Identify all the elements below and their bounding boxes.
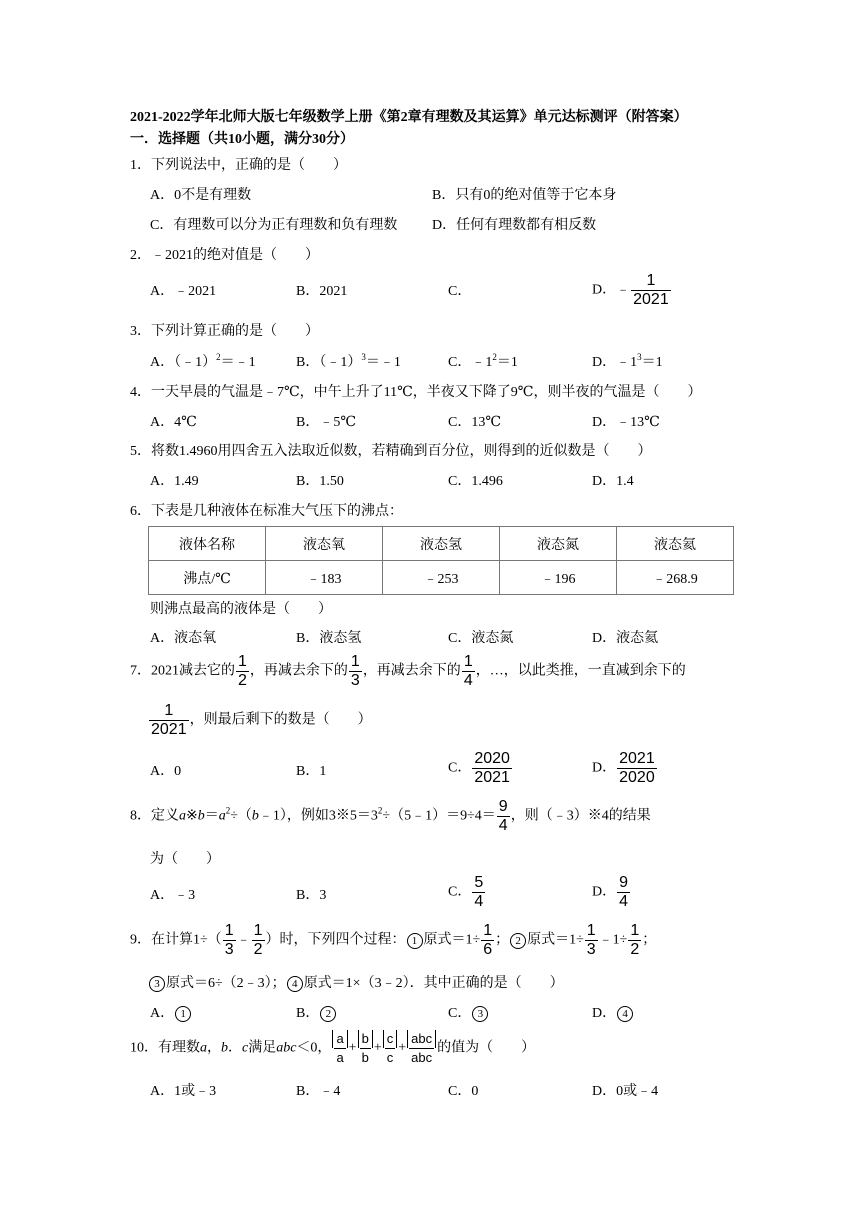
fraction-denominator: 2020 xyxy=(619,769,655,786)
q8-var: a xyxy=(179,808,186,824)
q9-option-a xyxy=(150,1002,192,1022)
circled-number: 1 xyxy=(407,933,423,949)
fraction-denominator: 2 xyxy=(238,672,247,689)
q7-option-d xyxy=(592,750,658,787)
table-cell: ﹣253 xyxy=(383,561,500,595)
q3-b-text: B．（﹣1） xyxy=(296,355,362,370)
circled-number: 3 xyxy=(472,1006,488,1022)
q7-c-fraction xyxy=(472,750,512,787)
fraction-numerator: 1 xyxy=(238,653,247,670)
q2-d-fraction xyxy=(631,272,671,309)
q3-d-result: ＝1 xyxy=(641,355,663,370)
q2-option-b: B．2021 xyxy=(296,284,348,299)
q5-option-d: D．1.4 xyxy=(592,474,634,489)
q8-fraction xyxy=(497,798,510,835)
q4-option-d: D．﹣13℃ xyxy=(592,415,660,430)
fraction-numerator: 1 xyxy=(483,922,493,939)
q9-text: ﹣1÷ xyxy=(598,932,628,948)
table-cell: ﹣196 xyxy=(500,561,617,595)
fraction-numerator: 1 xyxy=(350,653,360,670)
circled-number: 2 xyxy=(510,933,526,949)
q10-text: + xyxy=(348,1040,357,1056)
q10-text: 的值为（ ） xyxy=(437,1040,536,1056)
q6-follow: 则沸点最高的液体是（ ） xyxy=(150,602,332,617)
circled-number: 1 xyxy=(175,1006,191,1022)
q8-d-fraction xyxy=(617,874,630,911)
q1-option-d: D．任何有理数都有相反数 xyxy=(432,218,597,233)
q8-option-d xyxy=(592,874,631,911)
q2-option-a: A．﹣2021 xyxy=(150,284,217,299)
table-cell: ﹣183 xyxy=(266,561,383,595)
q3-a-result: ＝﹣1 xyxy=(220,355,256,370)
q10-text: ， xyxy=(207,1040,221,1056)
q9-c-label: C． xyxy=(448,1006,472,1021)
fraction-denominator: 2 xyxy=(630,941,640,958)
q3-option-b xyxy=(296,351,401,371)
q2-d-prefix: D．﹣ xyxy=(592,282,631,298)
q8-c-label: C． xyxy=(448,884,472,900)
q9-text: ； xyxy=(495,932,510,948)
q7-fraction xyxy=(349,653,362,690)
q7-stem-cont xyxy=(148,702,372,739)
q7-option-b: B．1 xyxy=(296,764,327,779)
q5-option-a: A．1.49 xyxy=(150,474,199,489)
q3-option-c xyxy=(448,351,518,371)
q10-var: abc xyxy=(276,1040,297,1056)
q9-fraction xyxy=(628,922,641,959)
q3-option-d xyxy=(592,351,663,371)
q9-text: ； xyxy=(642,932,657,948)
q9-option-c xyxy=(448,1002,489,1022)
q2-stem: 2．﹣2021的绝对值是（ ） xyxy=(130,248,319,263)
q4-option-a: A．4℃ xyxy=(150,415,197,430)
fraction-denominator: 3 xyxy=(224,941,234,958)
q7-text: ，再减去余下的 xyxy=(249,663,348,679)
q6-option-d: D．液态氦 xyxy=(592,631,659,646)
q3-c-text: C．﹣1 xyxy=(448,355,493,370)
q10-option-b: B．﹣4 xyxy=(296,1084,341,1099)
fraction-numerator: a xyxy=(332,1030,347,1048)
table-cell: 液态氦 xyxy=(617,527,734,561)
q8-text: ，则（﹣3）※4的结果 xyxy=(510,808,651,824)
q7-c-label: C． xyxy=(448,760,472,776)
q10-text: 10．有理数 xyxy=(130,1040,200,1056)
q3-b-exponent: 3 xyxy=(361,352,366,362)
table-header-row xyxy=(149,527,734,561)
q10-option-c: C．0 xyxy=(448,1084,479,1099)
fraction-numerator: 1 xyxy=(224,922,234,939)
q7-text: ，再减去余下的 xyxy=(362,663,461,679)
q7-text: ，则最后剩下的数是（ ） xyxy=(189,712,372,728)
fraction-numerator: 1 xyxy=(253,922,263,939)
q9-text: 原式＝1÷ xyxy=(423,932,481,948)
q8-exponent: 2 xyxy=(225,805,231,816)
fraction-numerator: 1 xyxy=(164,702,174,719)
table-cell: ﹣268.9 xyxy=(617,561,734,595)
q3-c-result: ＝1 xyxy=(496,355,518,370)
fraction-denominator: 4 xyxy=(463,672,473,689)
q9-stem-cont xyxy=(148,972,564,992)
table-cell: 沸点/℃ xyxy=(149,561,266,595)
q8-text: ﹣1），例如3※5＝3 xyxy=(258,808,378,824)
fraction-denominator: 2021 xyxy=(474,769,510,786)
q9-text: 原式＝1×（3﹣2）．其中正确的是（ ） xyxy=(303,976,564,991)
q7-d-label: D． xyxy=(592,760,617,776)
q6-option-b: B．液态氢 xyxy=(296,631,362,646)
q8-text: ※ xyxy=(186,808,198,824)
q7-stem xyxy=(130,653,686,690)
q8-exponent: 2 xyxy=(377,805,383,816)
q7-fraction xyxy=(236,653,249,690)
q8-var: b xyxy=(251,808,259,824)
q9-stem xyxy=(130,922,656,959)
fraction-numerator: 9 xyxy=(619,874,629,891)
q1-stem: 1．下列说法中，正确的是（ ） xyxy=(130,158,347,173)
q3-d-text: D．﹣1 xyxy=(592,355,638,370)
q1-option-b: B．只有0的绝对值等于它本身 xyxy=(432,188,617,203)
q6-option-a: A．液态氧 xyxy=(150,631,217,646)
q2-option-d xyxy=(592,272,672,309)
q9-text: 原式＝6÷（2﹣3）； xyxy=(166,976,286,991)
q10-fraction xyxy=(358,1030,373,1067)
q4-option-c: C．13℃ xyxy=(448,415,501,430)
q8-text: 8．定义 xyxy=(130,808,179,824)
q8-stem xyxy=(130,798,651,835)
q6-option-c: C．液态氮 xyxy=(448,631,514,646)
fraction-numerator: 2020 xyxy=(474,750,510,767)
table-cell: 液态氧 xyxy=(266,527,383,561)
fraction-denominator: 3 xyxy=(586,941,596,958)
q10-fraction xyxy=(407,1030,436,1067)
q10-text: ． xyxy=(228,1040,242,1056)
q8-var: a xyxy=(218,808,226,824)
q8-stem-cont: 为（ ） xyxy=(150,852,220,867)
q7-option-c xyxy=(448,750,513,787)
q9-option-d xyxy=(592,1002,634,1022)
q9-fraction xyxy=(223,922,236,959)
fraction-denominator: 2021 xyxy=(633,291,669,308)
boiling-point-table xyxy=(148,526,734,595)
q10-text: 满足 xyxy=(248,1040,277,1056)
q8-text: ÷（ xyxy=(230,808,252,824)
table-cell: 液态氮 xyxy=(500,527,617,561)
circled-number: 4 xyxy=(617,1006,633,1022)
q10-var: a xyxy=(200,1040,207,1056)
fraction-numerator: 2021 xyxy=(619,750,655,767)
fraction-denominator: 4 xyxy=(498,817,508,834)
q1-option-c: C．有理数可以分为正有理数和负有理数 xyxy=(150,218,398,233)
q9-text: 原式＝1÷ xyxy=(527,932,584,948)
fraction-denominator: 6 xyxy=(483,941,493,958)
q7-fraction xyxy=(149,702,189,739)
fraction-numerator: 5 xyxy=(474,874,484,891)
q4-stem: 4．一天早晨的气温是﹣7℃，中午上升了11℃，半夜又下降了9℃，则半夜的气温是（ ） xyxy=(130,385,702,400)
q10-text: + xyxy=(373,1040,382,1056)
document-title: 2021-2022学年北师大版七年级数学上册《第2章有理数及其运算》单元达标测评（附答案） xyxy=(130,110,688,125)
q3-stem: 3．下列计算正确的是（ ） xyxy=(130,324,319,339)
q10-var: b xyxy=(221,1040,228,1056)
fraction-numerator: b xyxy=(358,1030,373,1048)
q9-fraction xyxy=(481,922,494,959)
q2-option-c: C． xyxy=(448,284,472,299)
fraction-numerator: 1 xyxy=(463,653,473,670)
fraction-denominator: abc xyxy=(411,1050,433,1065)
q7-option-a: A．0 xyxy=(150,764,182,779)
table-cell: 液体名称 xyxy=(149,527,266,561)
fraction-numerator: 1 xyxy=(586,922,596,939)
q10-option-a: A．1或﹣3 xyxy=(150,1084,217,1099)
q7-d-fraction xyxy=(617,750,657,787)
q5-option-c: C．1.496 xyxy=(448,474,503,489)
q9-text: ）时，下列四个过程： xyxy=(265,932,406,948)
q10-option-d: D．0或﹣4 xyxy=(592,1084,659,1099)
q10-fraction xyxy=(383,1030,398,1067)
fraction-denominator: 2 xyxy=(253,941,263,958)
q9-fraction xyxy=(585,922,598,959)
q10-text: ＜0， xyxy=(296,1040,332,1056)
fraction-denominator: 3 xyxy=(350,672,360,689)
q5-option-b: B．1.50 xyxy=(296,474,344,489)
fraction-denominator: b xyxy=(361,1050,369,1065)
q3-option-a xyxy=(150,351,256,371)
fraction-numerator: 1 xyxy=(646,272,656,289)
q8-option-c xyxy=(448,874,486,911)
fraction-denominator: 4 xyxy=(474,893,484,910)
q9-text: ﹣ xyxy=(236,932,251,948)
fraction-numerator: 9 xyxy=(498,798,508,815)
q8-text: ÷（5﹣1）＝9÷4＝ xyxy=(382,808,496,824)
q9-a-label: A． xyxy=(150,1006,175,1021)
fraction-denominator: c xyxy=(386,1050,394,1065)
q10-fraction xyxy=(332,1030,347,1067)
circled-number: 2 xyxy=(320,1006,336,1022)
section-heading: 一．选择题（共10小题，满分30分） xyxy=(130,132,354,147)
q8-c-fraction xyxy=(472,874,485,911)
q7-fraction xyxy=(462,653,475,690)
q8-var: b xyxy=(197,808,205,824)
circled-number: 4 xyxy=(287,976,303,992)
q8-d-label: D． xyxy=(592,884,617,900)
q1-option-a: A．0不是有理数 xyxy=(150,188,252,203)
q8-option-a: A．﹣3 xyxy=(150,888,196,903)
q3-b-result: ＝﹣1 xyxy=(365,355,401,370)
fraction-denominator: 4 xyxy=(619,893,629,910)
q9-option-b xyxy=(296,1002,337,1022)
fraction-denominator: 2021 xyxy=(151,721,187,738)
q9-fraction xyxy=(252,922,265,959)
q7-text: ，…，以此类推，一直减到余下的 xyxy=(475,663,686,679)
q7-text: 7．2021减去它的 xyxy=(130,663,235,679)
q6-stem: 6．下表是几种液体在标准大气压下的沸点： xyxy=(130,504,403,519)
q3-c-exponent: 2 xyxy=(492,352,497,362)
fraction-numerator: 1 xyxy=(630,922,640,939)
q5-stem: 5．将数1.4960用四舍五入法取近似数，若精确到百分位，则得到的近似数是（ ） xyxy=(130,444,652,459)
q9-b-label: B． xyxy=(296,1006,320,1021)
q10-stem xyxy=(130,1030,535,1067)
q10-var: c xyxy=(242,1040,249,1056)
q3-a-text: A．（﹣1） xyxy=(150,355,217,370)
circled-number: 3 xyxy=(149,976,165,992)
fraction-denominator: a xyxy=(336,1050,344,1065)
fraction-numerator: c xyxy=(383,1030,398,1048)
q3-d-exponent: 3 xyxy=(637,352,642,362)
q3-a-exponent: 2 xyxy=(216,352,221,362)
q4-option-b: B．﹣5℃ xyxy=(296,415,356,430)
q8-option-b: B．3 xyxy=(296,888,327,903)
table-row xyxy=(149,561,734,595)
q9-d-label: D． xyxy=(592,1006,617,1021)
fraction-numerator: abc xyxy=(407,1030,436,1048)
q10-text: + xyxy=(398,1040,407,1056)
q8-text: ＝ xyxy=(204,808,219,824)
q9-text: 9．在计算1÷（ xyxy=(130,932,222,948)
table-cell: 液态氢 xyxy=(383,527,500,561)
